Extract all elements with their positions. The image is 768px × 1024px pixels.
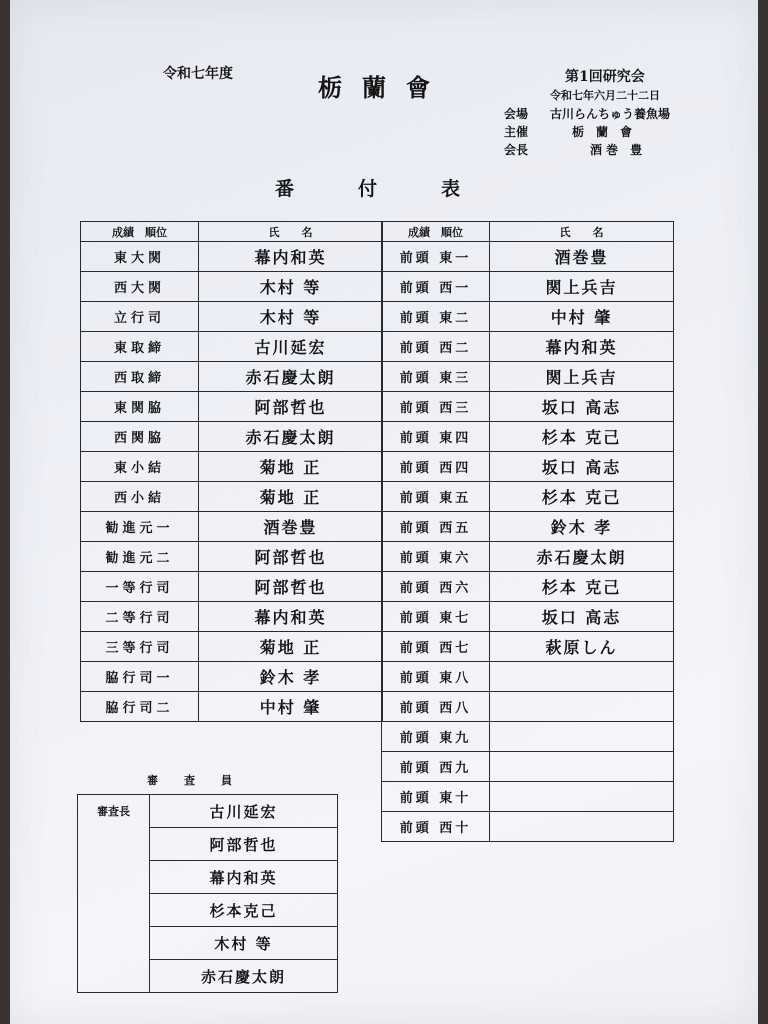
name-cell: 阿部哲也 (199, 572, 383, 602)
table-row (382, 362, 674, 392)
rank-cell: 前頭 西十 (382, 812, 490, 842)
rank-cell: 前頭 東五 (382, 482, 490, 512)
table-row (382, 662, 674, 692)
name-cell: 鈴木 孝 (490, 512, 674, 542)
name-cell (490, 692, 674, 722)
rank-cell: 勧進元一 (81, 512, 199, 542)
table-row (81, 542, 383, 572)
chief-judge-label: 審査長 (78, 795, 150, 993)
meeting-date: 令和七年六月二十二日 (550, 89, 660, 102)
left-ranking-table (80, 221, 383, 722)
table-row (382, 512, 674, 542)
table-row (81, 302, 383, 332)
table-header (382, 222, 674, 242)
table-row (382, 572, 674, 602)
rank-cell: 前頭 西三 (382, 392, 490, 422)
rank-cell: 前頭 西九 (382, 752, 490, 782)
name-cell: 坂口 高志 (490, 452, 674, 482)
table-row (382, 752, 674, 782)
table-row (81, 662, 383, 692)
table-row (382, 722, 674, 752)
name-cell: 坂口 高志 (490, 602, 674, 632)
table-row (81, 692, 383, 722)
name-cell: 中村 肇 (490, 302, 674, 332)
name-cell: 酒巻豊 (199, 512, 383, 542)
rank-cell: 脇行司一 (81, 662, 199, 692)
name-cell: 関上兵吉 (490, 272, 674, 302)
name-cell: 菊地 正 (199, 452, 383, 482)
banzuke-heading: 番付表 (275, 178, 525, 200)
rank-cell: 西大関 (81, 272, 199, 302)
rank-cell: 前頭 東四 (382, 422, 490, 452)
rank-cell: 前頭 東三 (382, 362, 490, 392)
host-line (504, 123, 644, 140)
name-cell: 木村 等 (199, 302, 383, 332)
era-label: 令和七年度 (163, 66, 233, 82)
header-name: 氏 名 (490, 222, 674, 242)
venue-label: 会場 (504, 107, 529, 121)
name-cell: 幕内和英 (490, 332, 674, 362)
judge-name: 幕内和英 (150, 861, 338, 894)
rank-cell: 勧進元二 (81, 542, 199, 572)
rank-cell: 東小結 (81, 452, 199, 482)
rank-cell: 前頭 西六 (382, 572, 490, 602)
rank-cell: 前頭 西一 (382, 272, 490, 302)
table-row (382, 482, 674, 512)
judge-name: 赤石慶太朗 (150, 960, 338, 993)
rank-cell: 前頭 東七 (382, 602, 490, 632)
name-cell (490, 782, 674, 812)
name-cell: 阿部哲也 (199, 542, 383, 572)
rank-cell: 一等行司 (81, 572, 199, 602)
table-row (81, 392, 383, 422)
name-cell: 菊地 正 (199, 632, 383, 662)
judge-name: 杉本克己 (150, 894, 338, 927)
name-cell: 鈴木 孝 (199, 662, 383, 692)
name-cell: 赤石慶太朗 (490, 542, 674, 572)
name-cell: 赤石慶太朗 (199, 422, 383, 452)
table-row (81, 482, 383, 512)
table-row (382, 422, 674, 452)
table-row (81, 362, 383, 392)
name-cell: 阿部哲也 (199, 392, 383, 422)
name-cell: 坂口 高志 (490, 392, 674, 422)
page-title: 栃蘭會 (318, 73, 450, 102)
table-row (382, 392, 674, 422)
name-cell: 酒巻豊 (490, 242, 674, 272)
table-row (81, 602, 383, 632)
table-row (382, 542, 674, 572)
judge-name: 古川延宏 (150, 795, 338, 828)
name-cell: 木村 等 (199, 272, 383, 302)
name-cell (490, 722, 674, 752)
table-row (382, 302, 674, 332)
name-cell: 中村 肇 (199, 692, 383, 722)
table-row (382, 692, 674, 722)
host-label: 主催 (504, 125, 529, 139)
rank-cell: 前頭 東八 (382, 662, 490, 692)
right-ranking-table (381, 221, 674, 842)
header-rank: 成績 順位 (382, 222, 490, 242)
table-row (382, 782, 674, 812)
name-cell (490, 752, 674, 782)
rank-cell: 二等行司 (81, 602, 199, 632)
meeting-name: 第1回研究会 (565, 69, 645, 85)
judges-heading: 審査員 (147, 774, 258, 787)
rank-cell: 前頭 西五 (382, 512, 490, 542)
header-rank: 成績 順位 (81, 222, 199, 242)
table-row (382, 632, 674, 662)
rank-cell: 西関脇 (81, 422, 199, 452)
judge-row (78, 795, 338, 828)
table-row (81, 242, 383, 272)
table-row (382, 812, 674, 842)
rank-cell: 前頭 西七 (382, 632, 490, 662)
name-cell: 萩原しん (490, 632, 674, 662)
rank-cell: 東関脇 (81, 392, 199, 422)
rank-cell: 前頭 西二 (382, 332, 490, 362)
table-row (382, 452, 674, 482)
name-cell (490, 812, 674, 842)
judges-table (77, 794, 338, 993)
name-cell: 杉本 克己 (490, 482, 674, 512)
rank-cell: 立行司 (81, 302, 199, 332)
host-value: 栃蘭會 (572, 125, 645, 139)
president-value: 酒巻 豊 (590, 143, 647, 157)
table-row (382, 272, 674, 302)
name-cell: 幕内和英 (199, 242, 383, 272)
table-row (382, 242, 674, 272)
rank-cell: 前頭 東六 (382, 542, 490, 572)
name-cell (490, 662, 674, 692)
judge-name: 阿部哲也 (150, 828, 338, 861)
table-row (382, 602, 674, 632)
president-line (504, 141, 646, 158)
table-row (81, 422, 383, 452)
president-label: 会長 (504, 143, 529, 157)
table-header (81, 222, 383, 242)
venue-value: 古川らんちゅう養魚場 (550, 107, 671, 121)
name-cell: 古川延宏 (199, 332, 383, 362)
rank-cell: 前頭 東一 (382, 242, 490, 272)
rank-cell: 前頭 東九 (382, 722, 490, 752)
rank-cell: 西取締 (81, 362, 199, 392)
name-cell: 菊地 正 (199, 482, 383, 512)
rank-cell: 前頭 東二 (382, 302, 490, 332)
rank-cell: 西小結 (81, 482, 199, 512)
rank-cell: 東大関 (81, 242, 199, 272)
table-row (81, 572, 383, 602)
name-cell: 杉本 克己 (490, 572, 674, 602)
table-row (81, 452, 383, 482)
rank-cell: 前頭 東十 (382, 782, 490, 812)
rank-cell: 前頭 西八 (382, 692, 490, 722)
rank-cell: 東取締 (81, 332, 199, 362)
name-cell: 関上兵吉 (490, 362, 674, 392)
table-row (81, 332, 383, 362)
rank-cell: 前頭 西四 (382, 452, 490, 482)
judge-name: 木村 等 (150, 927, 338, 960)
name-cell: 杉本 克己 (490, 422, 674, 452)
name-cell: 赤石慶太朗 (199, 362, 383, 392)
venue-line (504, 105, 670, 122)
header-name: 氏 名 (199, 222, 383, 242)
table-row (81, 512, 383, 542)
table-row (382, 332, 674, 362)
table-row (81, 272, 383, 302)
rank-cell: 三等行司 (81, 632, 199, 662)
rank-cell: 脇行司二 (81, 692, 199, 722)
table-row (81, 632, 383, 662)
name-cell: 幕内和英 (199, 602, 383, 632)
